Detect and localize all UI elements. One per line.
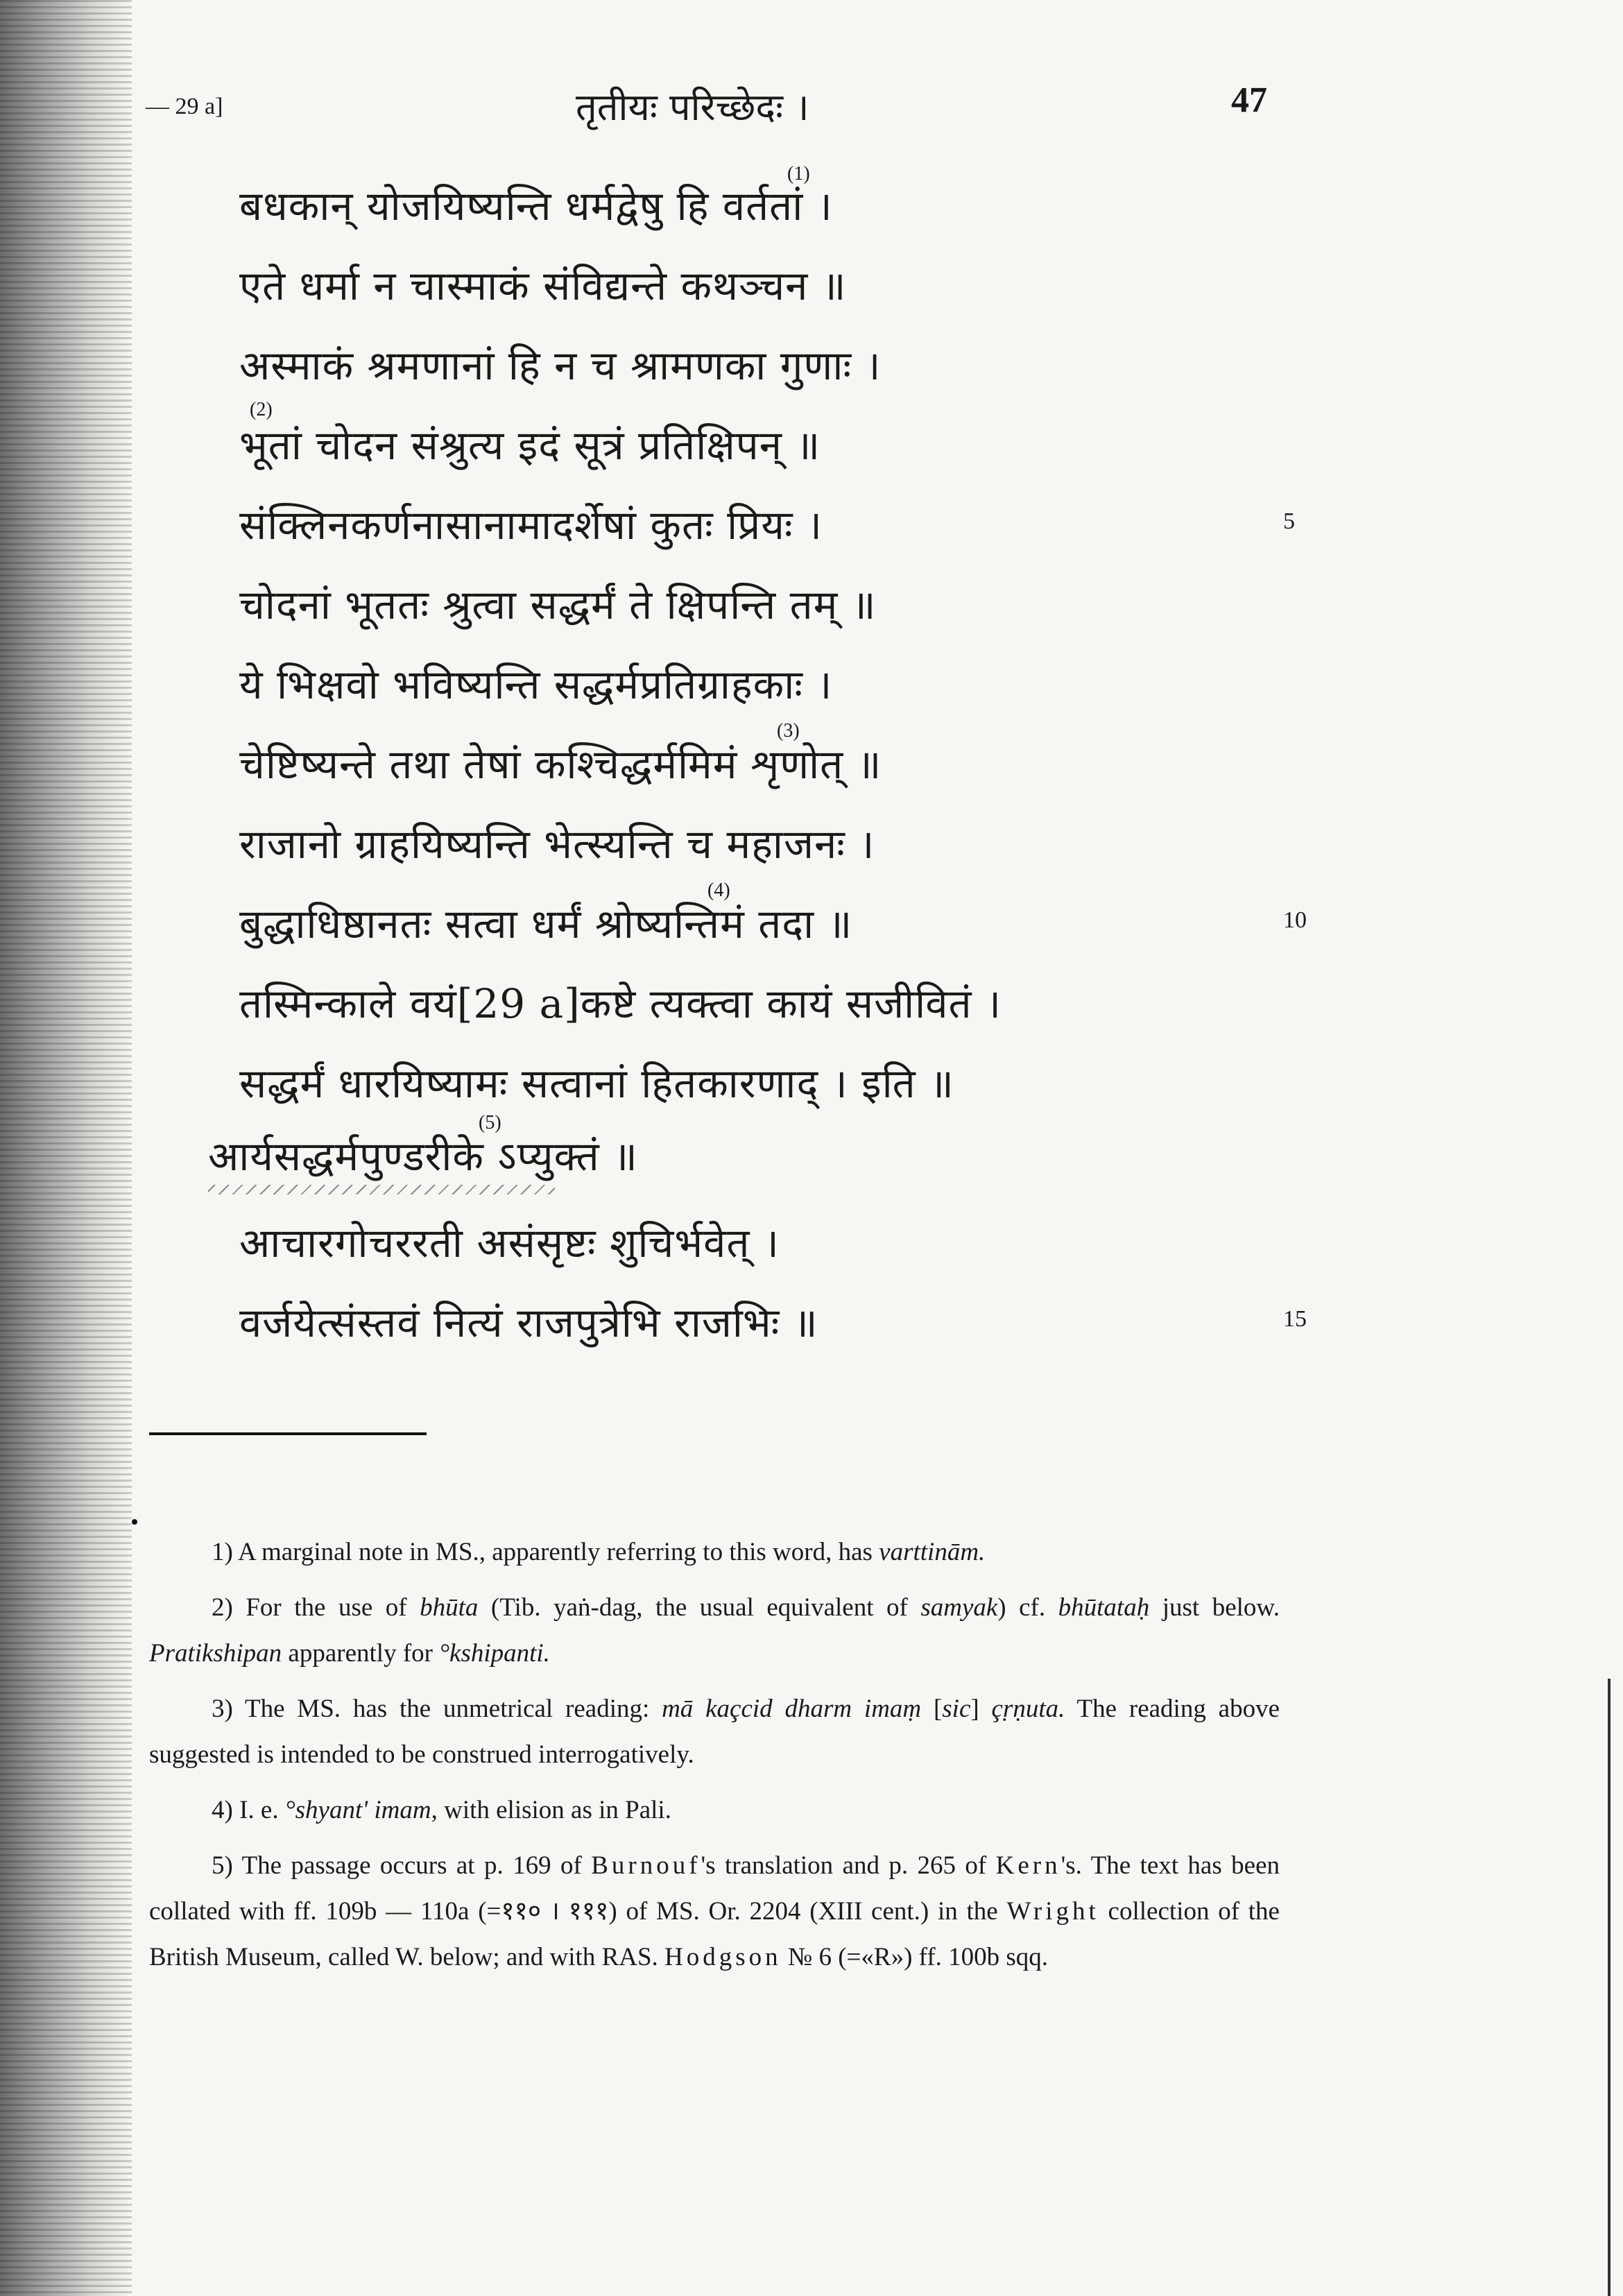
verse-line [0, 163, 1623, 246]
verse-text: तस्मिन्काले वयं[29 a]कष्टे त्यक्त्वा कायं सजीवितं । [239, 980, 1002, 1027]
footnote-5: 5) The passage occurs at p. 169 of Burnouf's translation and p. 265 of Kern's. The text has been collated with ff. 109b — 110a (=११० । १११) of MS. Or. 2204 (XIII cent.) in the Wright collection of the British Museum, called W. below; and with RAS. Hodgson № 6 (=«R») ff. 100b sqq. [149, 1851, 1280, 1971]
verse-line [0, 399, 1623, 486]
scan-margin-rule [1608, 1679, 1611, 2296]
wavy-underline [208, 1185, 555, 1194]
verse-text: राजानो ग्राहयिष्यन्ति भेत्स्यन्ति च महाजनः । [239, 821, 875, 868]
verse-line [0, 336, 1623, 406]
verse-line [0, 496, 1623, 565]
line-number: 15 [1283, 1306, 1307, 1332]
verse-line [0, 815, 1623, 884]
chapter-title: तृतीयः परिच्छेदः । [576, 85, 809, 129]
verse-line [0, 975, 1623, 1044]
page-number: 47 [1231, 80, 1267, 120]
verse-line [0, 656, 1623, 725]
running-head [0, 80, 1623, 128]
verse-text: संक्लिनकर्णनासानामादर्शेषां कुतः प्रियः । [239, 502, 823, 549]
footnote-2: 2) For the use of bhūta (Tib. yaṅ-dag, the usual equivalent of samyak) cf. bhūtataḥ just below. Pratikshipan apparently for °kshipanti. [149, 1593, 1280, 1668]
note-marker: (4) [707, 880, 730, 901]
verse-text: आर्यसद्धर्मपुण्डरीके ऽप्युक्तं ॥ [208, 1133, 638, 1180]
verse-line [0, 720, 1623, 805]
verse-text: बधकान् योजयिष्यन्ति धर्मद्वेषु हि वर्ततां । [239, 182, 833, 230]
line-number: 5 [1283, 508, 1295, 534]
line-number: 10 [1283, 907, 1307, 933]
verse-text: आचारगोचररती असंसृष्टः शुचिर्भवेत् । [239, 1219, 780, 1267]
footnotes [149, 1530, 1280, 1990]
footnote-rule [149, 1432, 427, 1435]
verse-text: चेष्टिष्यन्ते तथा तेषां कश्चिद्धर्ममिमं शृणोत् ॥ [239, 741, 882, 788]
verse-text: एते धर्मा न चास्माकं संविद्यन्ते कथञ्चन ॥ [239, 262, 847, 309]
verse-text: वर्जयेत्संस्तवं नित्यं राजपुत्रेभि राजभिः ॥ [239, 1299, 818, 1346]
note-marker: (3) [777, 720, 800, 742]
verse-line [0, 1054, 1623, 1124]
note-marker: (5) [479, 1112, 501, 1133]
footnote-4: 4) I. e. °shyant' imam, with elision as in Pali. [212, 1796, 671, 1824]
verse-text: ये भिक्षवो भविष्यन्ति सद्धर्मप्रतिग्राहकाः । [239, 661, 833, 708]
verse-line [0, 1294, 1623, 1363]
verse-text: भूतां चोदन संश्रुत्य इदं सूत्रं प्रतिक्षिपन् ॥ [239, 422, 821, 469]
verse-text: बुद्धाधिष्ठानतः सत्वा धर्मं श्रोष्यन्तिमं तदा ॥ [239, 900, 853, 948]
note-marker: (1) [787, 163, 810, 185]
verse-line [0, 257, 1623, 326]
verse-line [0, 576, 1623, 645]
verse-text: चोदनां भूततः श्रुत्वा सद्धर्मं ते क्षिपन्ति तम् ॥ [239, 581, 877, 628]
ink-dot [132, 1519, 137, 1525]
verse-text: अस्माकं श्रमणानां हि न च श्रामणका गुणाः । [239, 342, 882, 389]
note-marker: (2) [250, 399, 273, 420]
verse-text: सद्धर्मं धारयिष्यामः सत्वानां हितकारणाद् । इति ॥ [239, 1060, 954, 1107]
footnote-3: 3) The MS. has the unmetrical reading: mā kaçcid dharm imaṃ [sic] çṛṇuta. The reading above suggested is intended to be construed interrogatively. [149, 1695, 1280, 1769]
verse-line [0, 1214, 1623, 1283]
verse-line [0, 880, 1623, 964]
footnote-1: 1) A marginal note in MS., apparently referring to this word, has varttinām. [212, 1538, 986, 1566]
section-reference: — 29 a] [146, 94, 223, 119]
